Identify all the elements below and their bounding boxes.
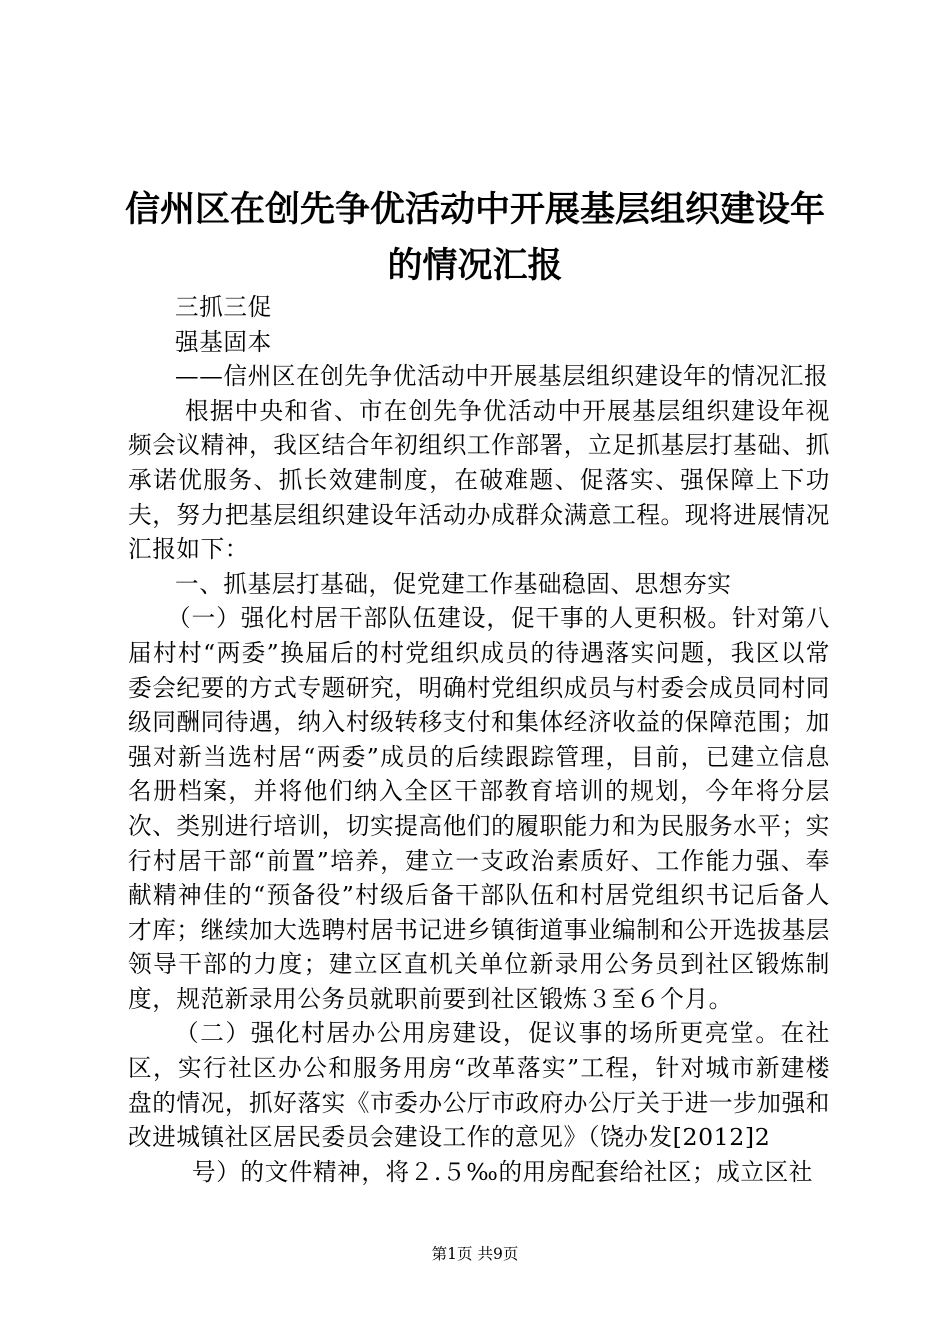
paragraph-section-1-1: （一）强化村居干部队伍建设，促干事的人更积极。针对第八届村村“两委”换届后的村党组织成员的待遇落实问题，我区以常委会纪要的方式专题研究，明确村党组织成员与村委会成员同村同级同酬同待遇，纳入村级转移支付和集体经济收益的保障范围；加强对新当选村居“两委”成员的后续跟踪管理，目前，已建立信息名册档案，并将他们纳入全区干部教育培训的规划，今年将分层次、类别进行培训，切实提高他们的履职能力和为民服务水平；实行村居干部“前置”培养，建立一支政治素质好、工作能力强、奉献精神佳的“预备役”村级后备干部队伍和村居党组织书记后备人才库；继续加大选聘村居书记进乡镇街道事业编制和公开选拔基层领导干部的力度；建立区直机关单位新录用公务员到社区锻炼制度，规范新录用公务员就职前要到社区锻炼３至６个月。 bbox=[128, 604, 830, 1013]
paragraph-section-1-2: （二）强化村居办公用房建设，促议事的场所更亮堂。在社区，实行社区办公和服务用房“改革落实”工程，针对城市新建楼盘的情况，抓好落实《市委办公厅市政府办公厅关于进一步加强和改进城镇社区居民委员会建设工作的意见》（饶办发[2012]2 bbox=[128, 1019, 830, 1152]
paragraph-intro: 根据中央和省、市在创先争优活动中开展基层组织建设年视频会议精神，我区结合年初组织工作部署，立足抓基层打基础、抓承诺优服务、抓长效建制度，在破难题、促落实、强保障上下功夫，努力把基层组织建设年活动办成群众满意工程。现将进展情况汇报如下： bbox=[128, 396, 830, 564]
subtitle-slogan-2: 强基固本 bbox=[175, 327, 272, 356]
document-title-line2: 的情况汇报 bbox=[387, 246, 563, 286]
subtitle-report-name: ——信州区在创先争优活动中开展基层组织建设年的情况汇报 bbox=[175, 362, 829, 391]
document-body bbox=[128, 290, 830, 1189]
subtitle-slogan-1: 三抓三促 bbox=[175, 293, 272, 321]
section-heading-1: 一、抓基层打基础，促党建工作基础稳固、思想夯实 bbox=[175, 569, 732, 598]
document-title-line1: 信州区在创先争优活动中开展基层组织建设年 bbox=[124, 190, 825, 230]
paragraph-section-1-2-cont: 号）的文件精神，将２.５‰的用房配套给社区；成立区社 bbox=[192, 1157, 814, 1186]
page-number-footer: 第1页 共9页 bbox=[431, 1245, 519, 1263]
